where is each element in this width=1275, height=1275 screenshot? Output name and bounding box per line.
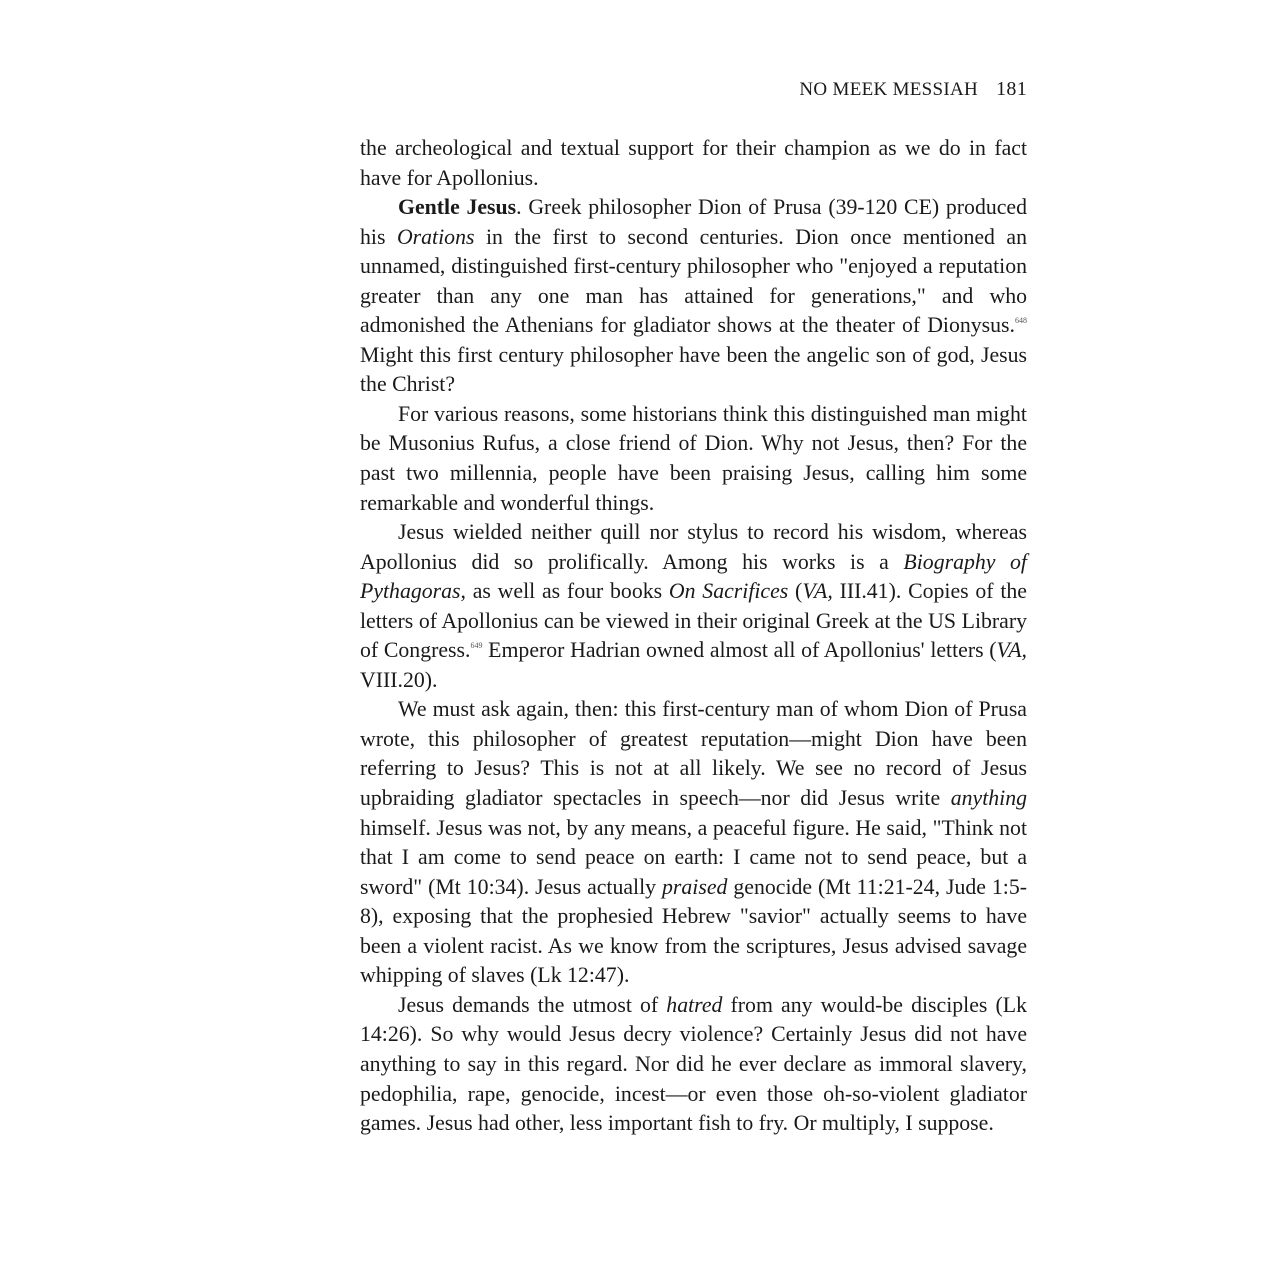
running-title: NO MEEK MESSIAH (799, 79, 979, 100)
emphasis-text: On Sacrifices (668, 579, 789, 604)
paragraph-text: the archeological and textual support for their champion as we do in fact have for Apollonius. (360, 136, 1027, 190)
footnote-ref: 648 (1015, 316, 1027, 326)
emphasis-text: Biography of Pythagoras (360, 549, 1027, 604)
paragraph-text: , as well as four books (460, 579, 669, 604)
paragraph-text: For various reasons, some historians think this distinguished man might be Musonius Rufus, a close friend of Dion. Why not Jesus, then? For the past two millennia, people have been praising Jesus, calling him some remarkable and wonderful things. (360, 401, 1027, 515)
paragraph-text: Jesus wielded neither quill nor stylus to record his wisdom, whereas Apollonius did so prolifically. Among his works is a (360, 520, 1027, 574)
paragraph-text: III.41). Copies of the letters of Apollonius can be viewed in their original Greek at the US Library of Congress. (360, 579, 1027, 663)
emphasis-text: anything (950, 786, 1027, 811)
paragraph-text: himself. Jesus was not, by any means, a peaceful figure. He said, "Think not that I am come to send peace on earth: I came not to send peace, but a sword" (Mt 10:34). Jesus actually (360, 815, 1027, 899)
paragraph (360, 695, 1027, 990)
footnote-ref: 649 (470, 641, 483, 651)
paragraph-text: Jesus demands the utmost of (398, 992, 667, 1017)
paragraph-text: from any would-be disciples (Lk 14:26). So why would Jesus decry violence? Certainly Jesus did not have anything to say in this regard. Nor did he ever declare as immoral slavery, pedophilia, rape, genocide, incest—or even those oh-so-violent gladiator games. Jesus had other, less important fish to fry. Or multiply, I suppose. (360, 992, 1027, 1136)
section-heading: Gentle Jesus (398, 195, 517, 220)
page-number: 181 (996, 78, 1027, 100)
paragraph (360, 518, 1027, 695)
running-header (360, 78, 1027, 101)
emphasis-text: VA, (802, 579, 833, 604)
emphasis-text: Orations (396, 224, 475, 249)
paragraph-text: Might this first century philosopher have been the angelic son of god, Jesus the Christ? (360, 342, 1027, 397)
paragraph-text: We must ask again, then: this first-century man of whom Dion of Prusa wrote, this philosopher of greatest reputation—might Dion have been referring to Jesus? This is not at all likely. We see no record of Jesus upbraiding gladiator spectacles in speech—nor did Jesus write (360, 697, 1027, 811)
body-text (360, 134, 1027, 1139)
paragraph (360, 193, 1027, 400)
paragraph-text: ( (788, 579, 803, 604)
paragraph (360, 991, 1027, 1139)
emphasis-text: praised (662, 874, 728, 899)
paragraph (360, 400, 1027, 518)
paragraph (360, 134, 1027, 193)
paragraph-text: Emperor Hadrian owned almost all of Apollonius' letters ( (482, 638, 997, 663)
paragraph-text: . Greek philosopher Dion of Prusa (39-120 CE) produced his (360, 195, 1027, 249)
emphasis-text: hatred (666, 992, 723, 1017)
paragraph-text: VIII.20). (360, 667, 438, 692)
paragraph-text: genocide (Mt 11:21-24, Jude 1:5-8), exposing that the prophesied Hebrew "savior" actually seems to have been a violent racist. As we know from the scriptures, Jesus advised savage whipping of slaves (Lk 12:47). (360, 874, 1028, 988)
paragraph-text: in the first to second centuries. Dion once mentioned an unnamed, distinguished first-century philosopher who "enjoyed a reputation greater than any one man has attained for generations," and who admonished the Athenians for gladiator shows at the theater of Dionysus. (360, 224, 1027, 338)
emphasis-text: VA, (996, 638, 1028, 663)
